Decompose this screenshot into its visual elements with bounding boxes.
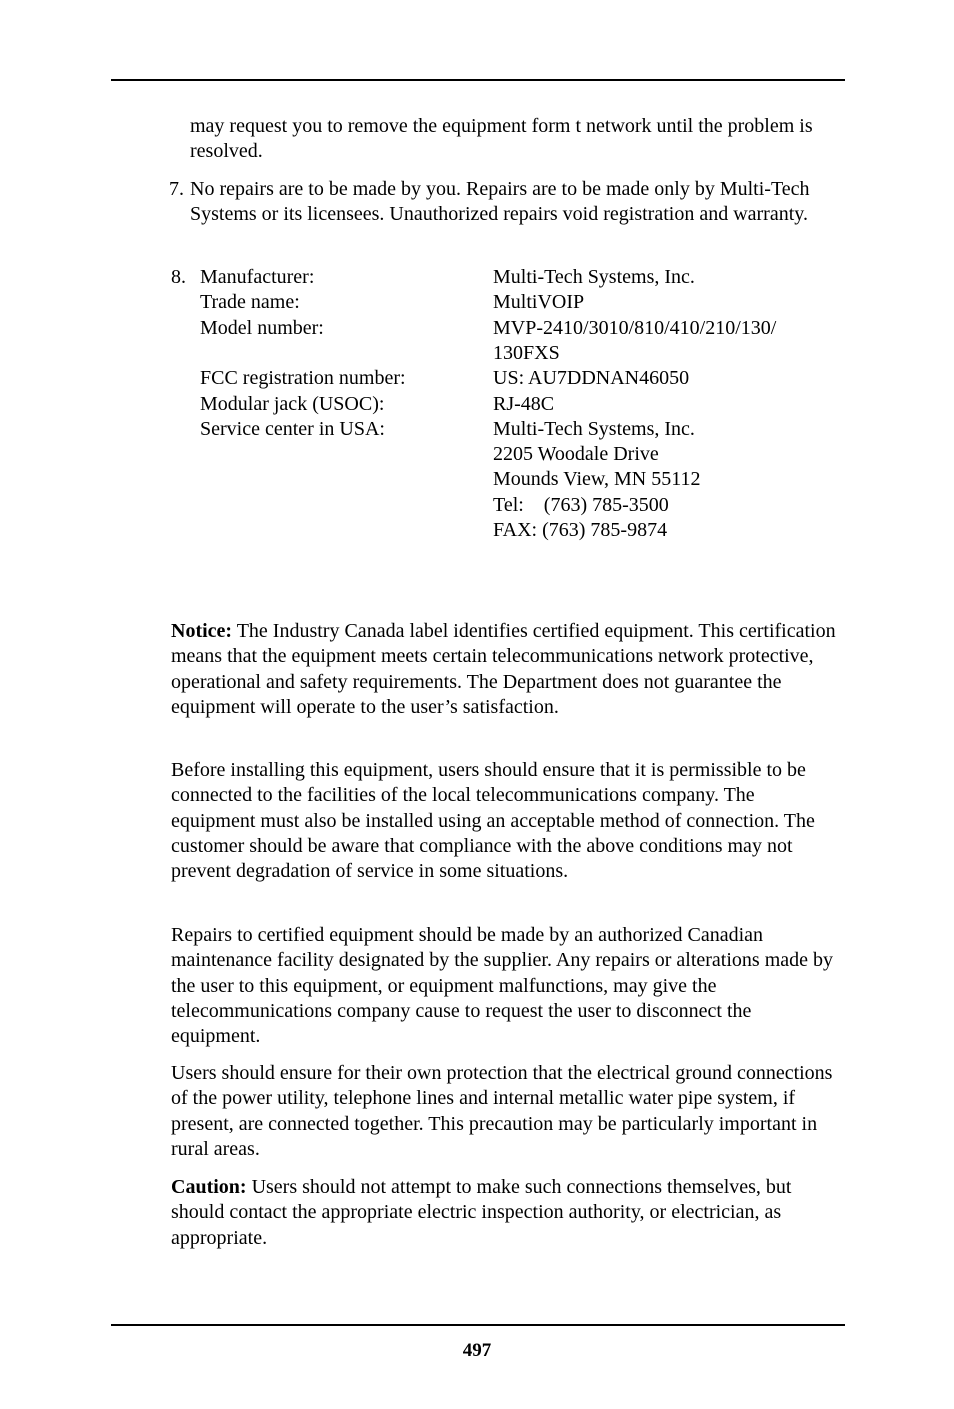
- spec-value-model-number-line2: 130FXS: [493, 342, 560, 364]
- spec-label-service-center: Service center in USA:: [200, 418, 385, 440]
- footer-rule: [111, 1324, 845, 1326]
- repairs-paragraph: Repairs to certified equipment should be made by an authorized Canadian maintenance facility designated by the supplier. Any repairs or alterations made by the user to this equipment, or equipment malfunctions, may give the telecommunications company cause to request the user to disconnect the equipment.: [171, 924, 834, 1048]
- spec-value-fcc-registration: US: AU7DDNAN46050: [493, 367, 690, 389]
- item-7-number: 7.: [169, 178, 184, 200]
- spec-value-model-number-line1: MVP-2410/3010/810/410/210/130/: [493, 317, 777, 339]
- spec-value-service-center-city: Mounds View, MN 55112: [493, 468, 701, 490]
- spec-label-fcc-registration: FCC registration number:: [200, 367, 406, 389]
- spec-value-service-center-tel: Tel: (763) 785-3500: [493, 494, 669, 516]
- header-rule: [111, 79, 845, 81]
- notice-lead: Notice:: [171, 620, 233, 642]
- before-installing-paragraph: Before installing this equipment, users should ensure that it is permissible to be connected to the facilities of the local telecommunications company. The equipment must also be installed using an acceptable method of connection. The customer should be aware that compliance with the above conditions may not prevent degradation of service in some situations.: [171, 759, 815, 883]
- spec-value-service-center-street: 2205 Woodale Drive: [493, 443, 659, 465]
- item-8-number: 8.: [171, 266, 186, 288]
- spec-value-manufacturer: Multi-Tech Systems, Inc.: [493, 266, 695, 288]
- spec-label-trade-name: Trade name:: [200, 291, 300, 313]
- spec-value-trade-name: MultiVOIP: [493, 291, 585, 313]
- continued-paragraph: may request you to remove the equipment form t network until the problem is resolved.: [190, 115, 813, 163]
- spec-label-model-number: Model number:: [200, 317, 324, 339]
- item-7-text: No repairs are to be made by you. Repairs are to be made only by Multi-Tech Systems or its licensees. Unauthorized repairs void registration and warranty.: [190, 178, 810, 226]
- notice-text: The Industry Canada label identifies certified equipment. This certification means that the equipment meets certain telecommunications network protective, operational and safety requirements. The Department does not guarantee the equipment will operate to the user’s satisfaction.: [171, 620, 836, 718]
- caution-paragraph: [171, 1175, 836, 1251]
- caution-lead: Caution:: [171, 1176, 247, 1198]
- spec-value-service-center-fax: FAX: (763) 785-9874: [493, 519, 668, 541]
- page-number: 497: [462, 1340, 492, 1361]
- spec-label-modular-jack: Modular jack (USOC):: [200, 393, 385, 415]
- notice-paragraph: [171, 619, 836, 720]
- spec-value-service-center-company: Multi-Tech Systems, Inc.: [493, 418, 695, 440]
- spec-label-manufacturer: Manufacturer:: [200, 266, 315, 288]
- spec-value-modular-jack: RJ-48C: [493, 393, 555, 415]
- grounding-paragraph: Users should ensure for their own protection that the electrical ground connections of the power utility, telephone lines and internal metallic water pipe system, if present, are connected together. This precaution may be particularly important in rural areas.: [171, 1062, 833, 1160]
- caution-text: Users should not attempt to make such connections themselves, but should contact the appropriate electric inspection authority, or electrician, as appropriate.: [171, 1176, 792, 1249]
